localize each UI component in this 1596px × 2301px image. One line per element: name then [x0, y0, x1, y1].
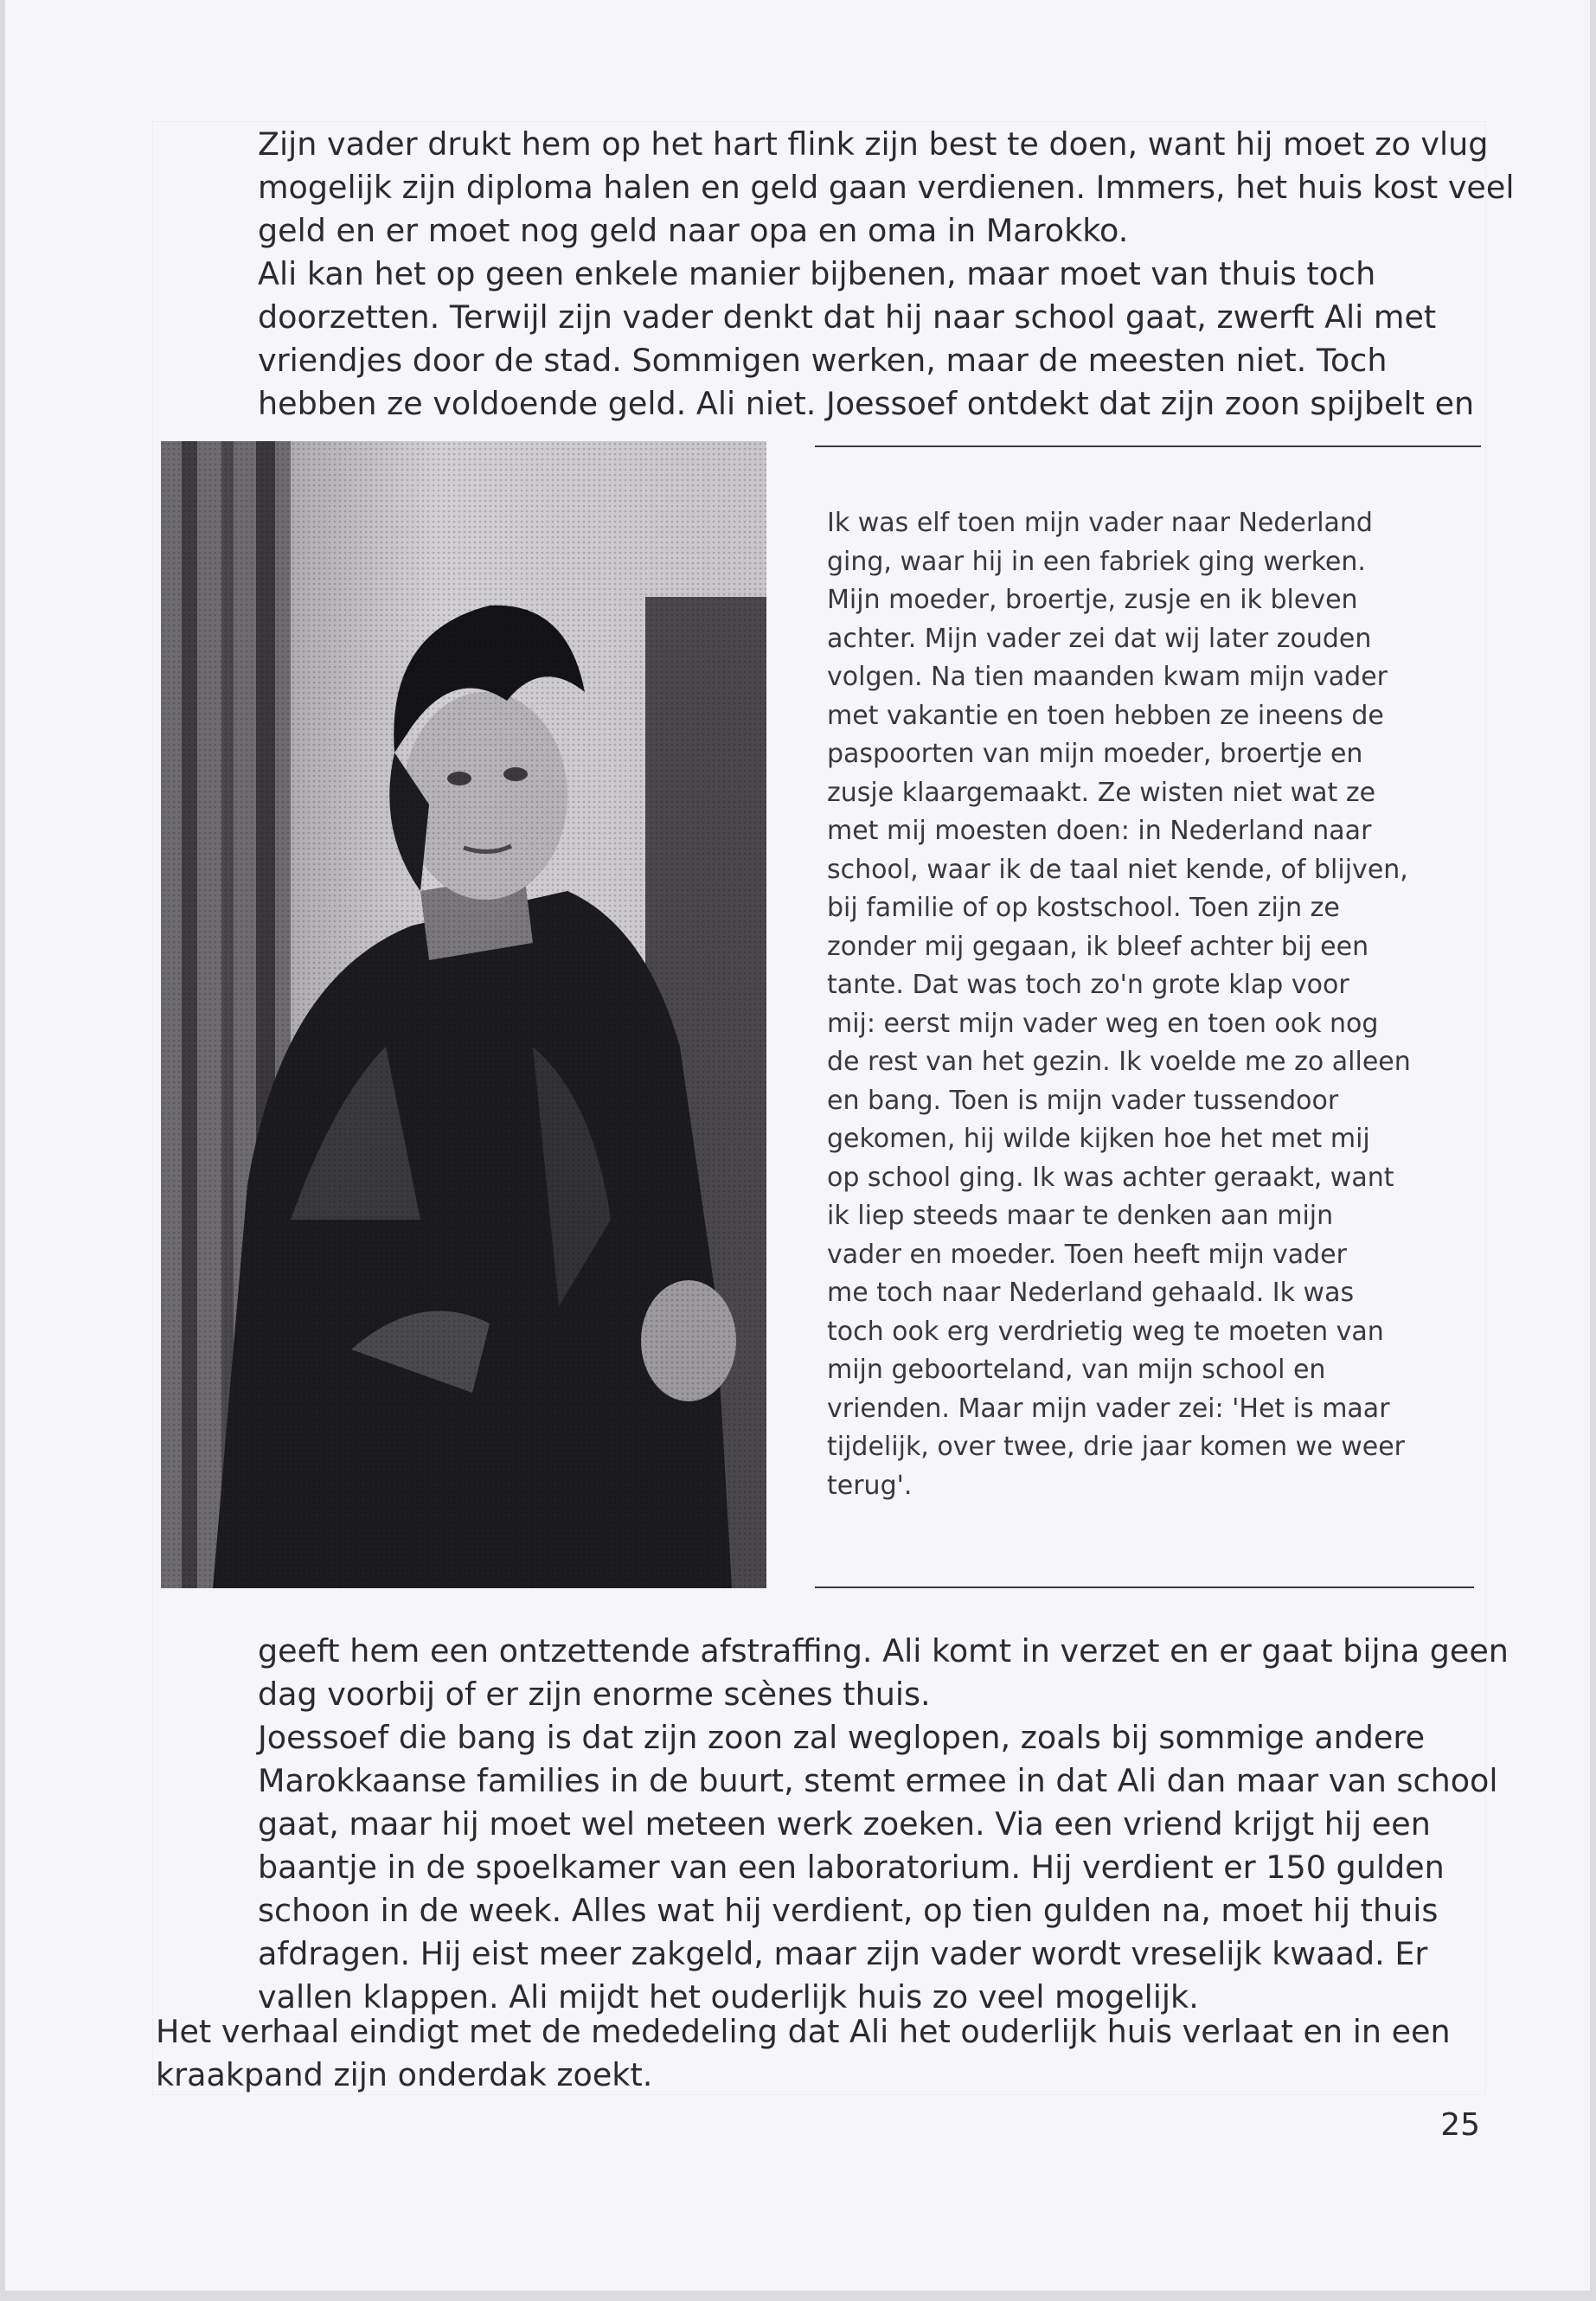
- text-line: dag voorbij of er zijn enorme scènes thuis.: [258, 1676, 931, 1713]
- text-line: Ali kan het op geen enkele manier bijbenen, maar moet van thuis toch: [258, 255, 1376, 292]
- quote-line: toch ook erg verdrietig weg te moeten van: [827, 1316, 1384, 1347]
- quote-line: zusje klaargemaakt. Ze wisten niet wat ze: [827, 777, 1376, 808]
- quote-bottom-rule: [815, 1586, 1474, 1588]
- quote-line: Mijn moeder, broertje, zusje en ik bleven: [827, 585, 1358, 615]
- text-line: kraakpand zijn onderdak zoekt.: [156, 2056, 653, 2093]
- quote-line: achter. Mijn vader zei dat wij later zouden: [827, 623, 1372, 654]
- text-line: vallen klappen. Ali mijdt het ouderlijk huis zo veel mogelijk.: [258, 1978, 1199, 2016]
- quote-line: me toch naar Nederland gehaald. Ik was: [827, 1278, 1355, 1308]
- quote-line: met vakantie en toen hebben ze ineens de: [827, 700, 1384, 731]
- quote-line: ik liep steeds maar te denken aan mijn: [827, 1201, 1334, 1231]
- book-page: [5, 0, 1590, 2291]
- quote-line: gekomen, hij wilde kijken hoe het met mij: [827, 1124, 1370, 1154]
- quote-line: bij familie of op kostschool. Toen zijn ze: [827, 893, 1340, 923]
- text-line: Het verhaal eindigt met de mededeling dat Ali het ouderlijk huis verlaat en in een: [156, 2013, 1451, 2050]
- quote-line: en bang. Toen is mijn vader tussendoor: [827, 1085, 1339, 1116]
- text-line: hebben ze voldoende geld. Ali niet. Joessoef ontdekt dat zijn zoon spijbelt en: [258, 385, 1475, 422]
- text-line: Marokkaanse families in de buurt, stemt ermee in dat Ali dan maar van school: [258, 1762, 1498, 1799]
- paragraph-bottom: [258, 1630, 1509, 2019]
- quote-line: tante. Dat was toch zo'n grote klap voor: [827, 970, 1349, 1000]
- quote-line: mij: eerst mijn vader weg en toen ook nog: [827, 1008, 1379, 1039]
- text-line: afdragen. Hij eist meer zakgeld, maar zijn vader wordt vreselijk kwaad. Er: [258, 1935, 1428, 1972]
- text-line: schoon in de week. Alles wat hij verdient, op tien gulden na, moet hij thuis: [258, 1892, 1439, 1929]
- text-line: Zijn vader drukt hem op het hart flink zijn best te doen, want hij moet zo vlug: [258, 125, 1489, 163]
- text-line: mogelijk zijn diploma halen en geld gaan verdienen. Immers, het huis kost veel: [258, 169, 1515, 206]
- text-line: vriendjes door de stad. Sommigen werken, maar de meesten niet. Toch: [258, 342, 1388, 379]
- quote-line: vrienden. Maar mijn vader zei: 'Het is maar: [827, 1393, 1390, 1424]
- text-line: gaat, maar hij moet wel meteen werk zoeken. Via een vriend krijgt hij een: [258, 1805, 1431, 1843]
- paragraph-final: [156, 2010, 1488, 2097]
- quote-line: volgen. Na tien maanden kwam mijn vader: [827, 662, 1388, 692]
- quote-line: school, waar ik de taal niet kende, of blijven,: [827, 854, 1408, 885]
- quote-line: terug'.: [827, 1470, 913, 1501]
- quote-line: op school ging. Ik was achter geraakt, want: [827, 1162, 1394, 1193]
- text-line: doorzetten. Terwijl zijn vader denkt dat hij naar school gaat, zwerft Ali met: [258, 298, 1437, 336]
- text-line: Joessoef die bang is dat zijn zoon zal weglopen, zoals bij sommige andere: [258, 1719, 1426, 1756]
- quote-line: Ik was elf toen mijn vader naar Nederland: [827, 508, 1373, 538]
- quote-line: mijn geboorteland, van mijn school en: [827, 1355, 1326, 1385]
- quote-line: vader en moeder. Toen heeft mijn vader: [827, 1239, 1347, 1270]
- quote-line: tijdelijk, over twee, drie jaar komen we weer: [827, 1432, 1405, 1462]
- quote-line: paspoorten van mijn moeder, broertje en: [827, 739, 1363, 769]
- text-line: baantje in de spoelkamer van een laboratorium. Hij verdient er 150 gulden: [258, 1849, 1445, 1886]
- page-number: 25: [1440, 2107, 1480, 2143]
- paragraph-top: [258, 123, 1515, 426]
- quote-line: met mij moesten doen: in Nederland naar: [827, 816, 1372, 846]
- quote-sidebar: [827, 504, 1433, 1505]
- portrait-photo: [161, 441, 766, 1588]
- quote-top-rule: [815, 445, 1481, 447]
- text-line: geeft hem een ontzettende afstraffing. Ali komt in verzet en er gaat bijna geen: [258, 1632, 1509, 1670]
- text-line: geld en er moet nog geld naar opa en oma in Marokko.: [258, 212, 1129, 249]
- quote-line: zonder mij gegaan, ik bleef achter bij een: [827, 931, 1369, 962]
- quote-line: de rest van het gezin. Ik voelde me zo alleen: [827, 1047, 1411, 1077]
- quote-line: ging, waar hij in een fabriek ging werken.: [827, 546, 1366, 577]
